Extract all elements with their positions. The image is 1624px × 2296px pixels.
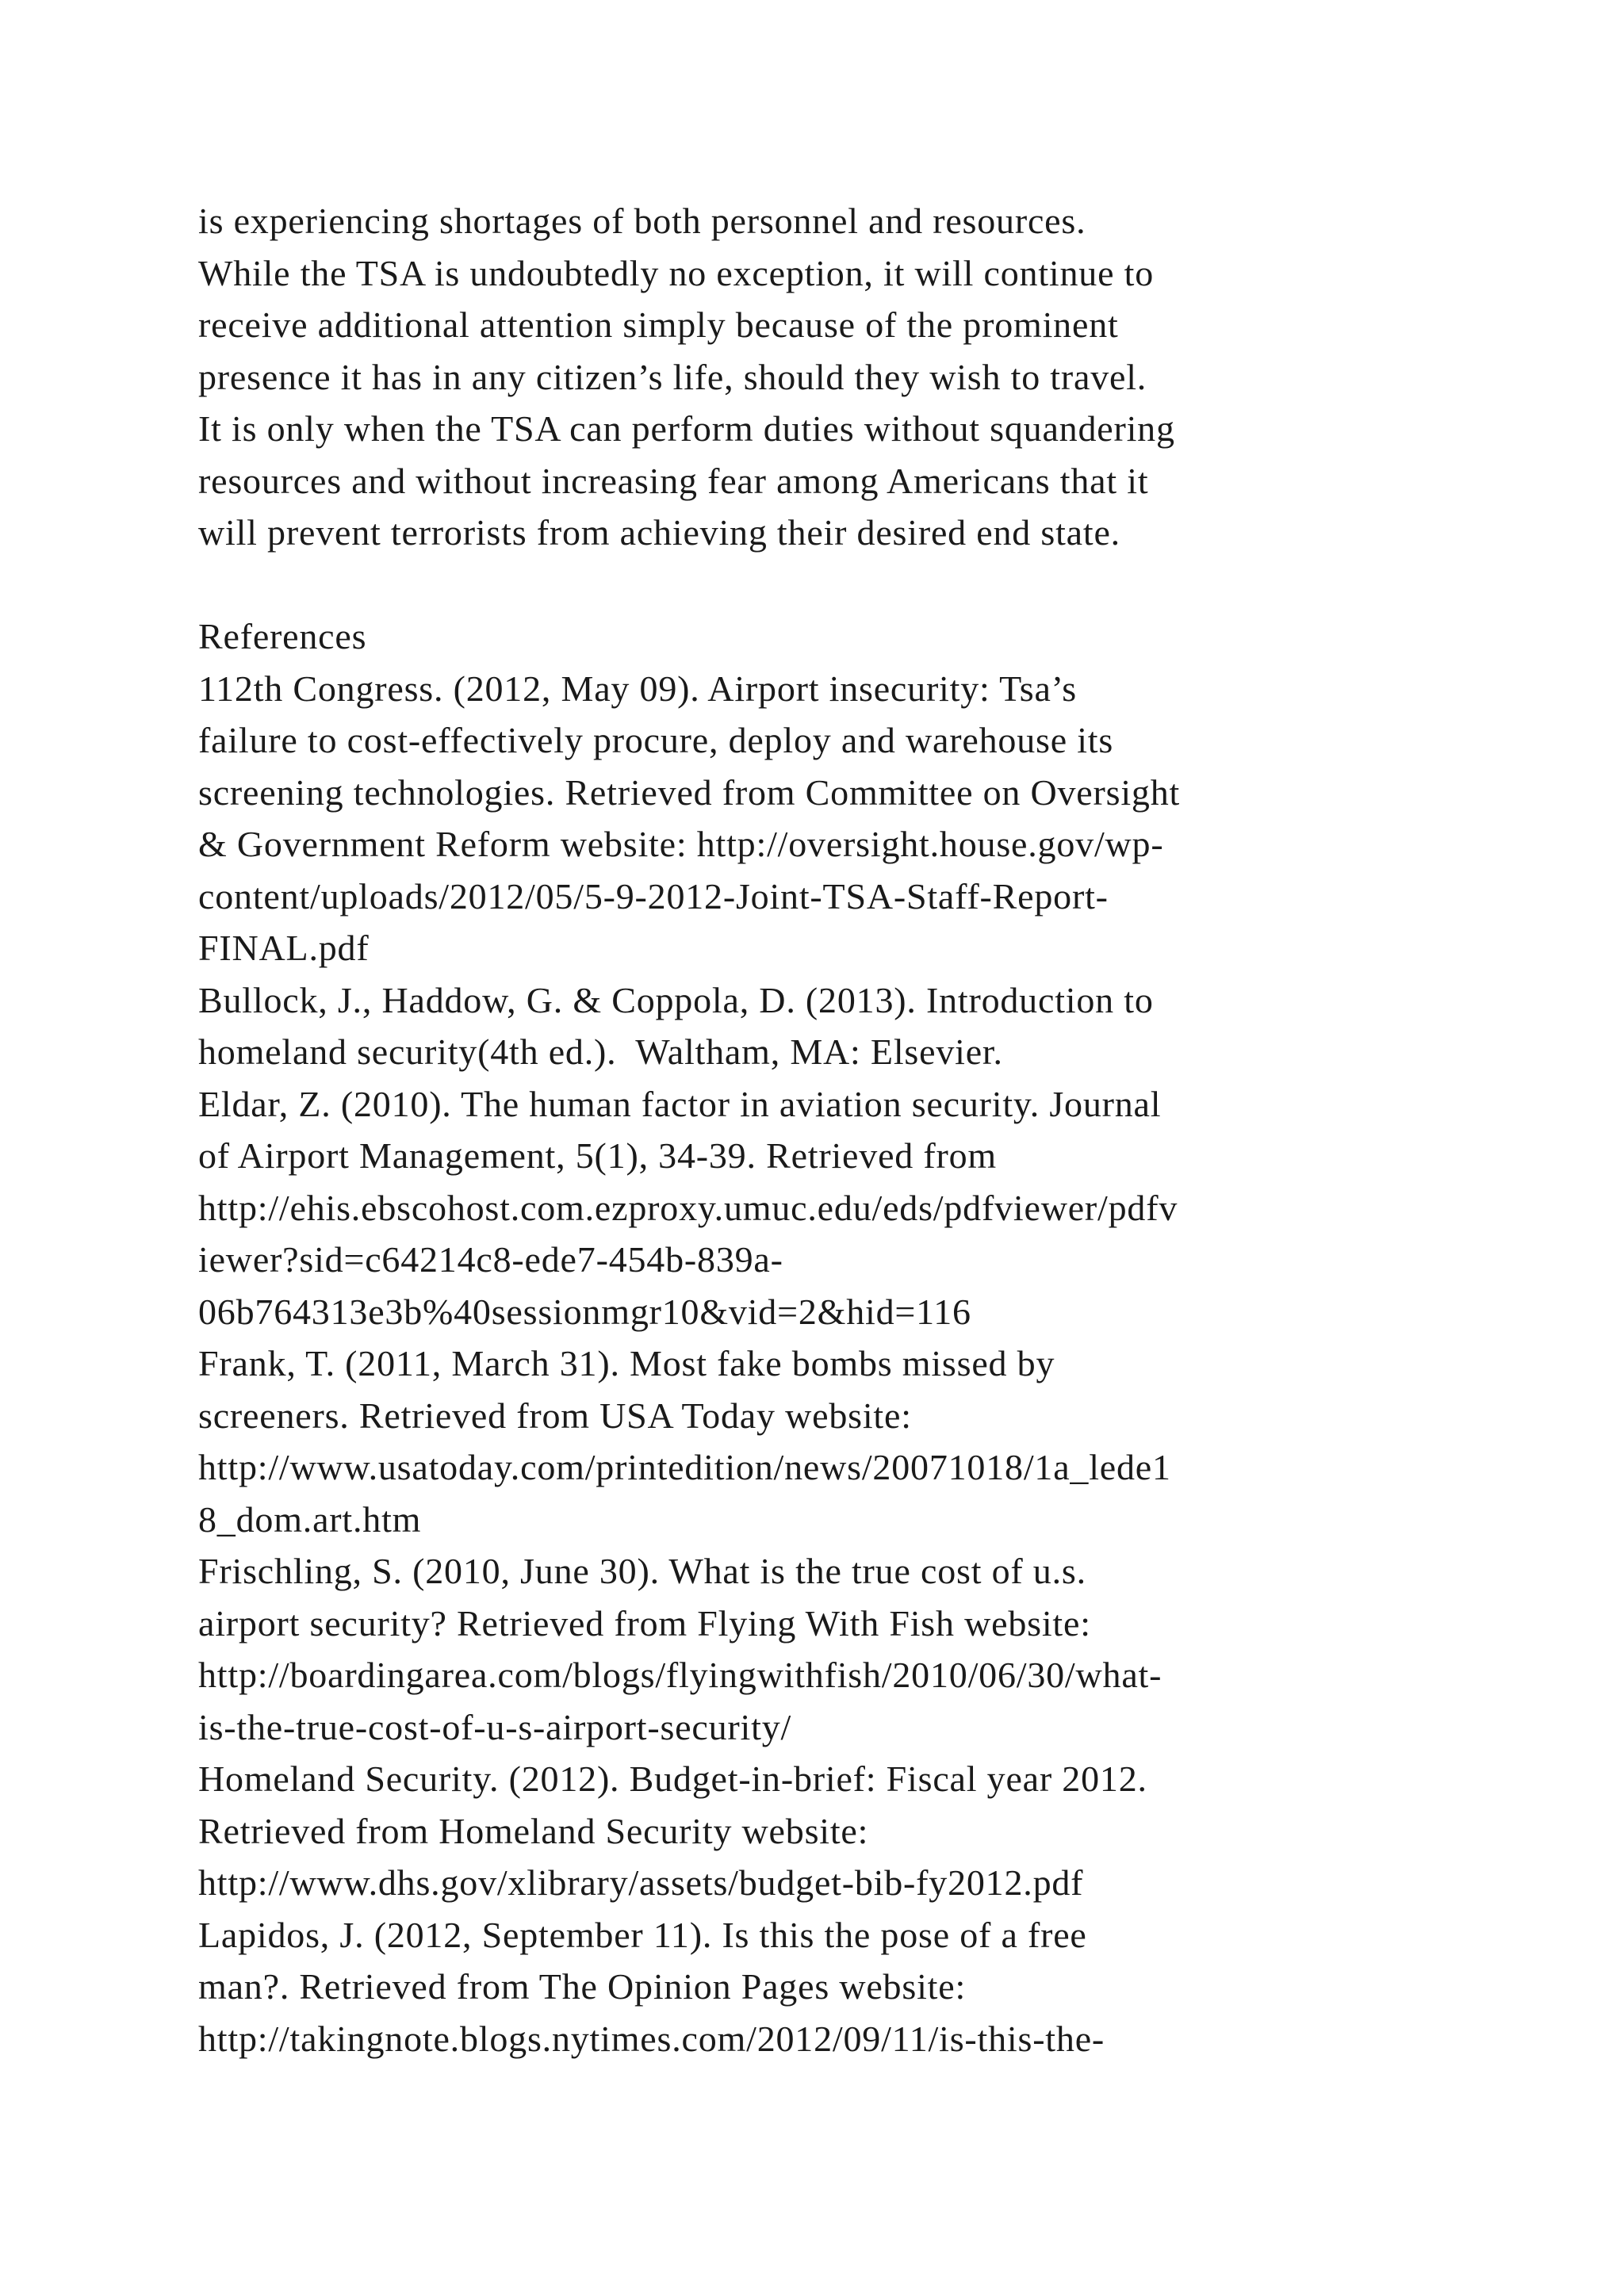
blank-line — [198, 559, 1467, 611]
reference-entry — [198, 1078, 1467, 1338]
reference-line: FINAL.pdf — [198, 928, 370, 968]
paragraph-line: will prevent terrorists from achieving their desired end state. — [198, 512, 1120, 553]
reference-line: & Government Reform website: http://oversight.house.gov/wp- — [198, 824, 1164, 864]
reference-line: Lapidos, J. (2012, September 11). Is this the pose of a free — [198, 1914, 1087, 1955]
reference-line: iewer?sid=c64214c8-ede7-454b-839a- — [198, 1239, 783, 1280]
reference-line: screening technologies. Retrieved from Committee on Oversight — [198, 771, 1181, 813]
reference-entry — [198, 1545, 1467, 1753]
reference-line: http://boardingarea.com/blogs/flyingwithfish/2010/06/30/what- — [198, 1655, 1162, 1695]
document-text — [198, 195, 1467, 2064]
reference-line: 06b764313e3b%40sessionmgr10&vid=2&hid=116 — [198, 1291, 971, 1332]
reference-entry — [198, 974, 1467, 1078]
reference-entry — [198, 1337, 1467, 1545]
paragraph-line: It is only when the TSA can perform duties without squandering — [198, 408, 1175, 449]
reference-line: Retrieved from Homeland Security website: — [198, 1810, 869, 1851]
reference-line: content/uploads/2012/05/5-9-2012-Joint-TSA-Staff-Report- — [198, 875, 1109, 916]
reference-line: Frischling, S. (2010, June 30). What is the true cost of u.s. — [198, 1551, 1086, 1591]
references-heading: References — [198, 616, 367, 656]
reference-line: airport security? Retrieved from Flying With Fish website: — [198, 1602, 1091, 1644]
reference-line: is-the-true-cost-of-u-s-airport-security/ — [198, 1706, 792, 1747]
reference-line: Frank, T. (2011, March 31). Most fake bombs missed by — [198, 1343, 1055, 1383]
paragraph-line: While the TSA is undoubtedly no exception, it will continue to — [198, 252, 1154, 293]
reference-line: Bullock, J., Haddow, G. & Coppola, D. (2013). Introduction to — [198, 979, 1154, 1020]
reference-entry — [198, 1753, 1467, 1909]
reference-line: 8_dom.art.htm — [198, 1498, 422, 1540]
paragraph-line: receive additional attention simply because of the prominent — [198, 304, 1119, 345]
reference-line: of Airport Management, 5(1), 34-39. Retrieved from — [198, 1135, 998, 1176]
reference-line: homeland security(4th ed.). Waltham, MA: Elsevier. — [198, 1031, 1003, 1072]
reference-line: man?. Retrieved from The Opinion Pages website: — [198, 1966, 967, 2007]
reference-line: 112th Congress. (2012, May 09). Airport insecurity: Tsa’s — [198, 668, 1077, 709]
references-list — [198, 663, 1467, 2065]
reference-line: http://www.dhs.gov/xlibrary/assets/budget-bib-fy2012.pdf — [198, 1862, 1084, 1903]
paragraph-line: presence it has in any citizen’s life, should they wish to travel. — [198, 356, 1147, 397]
reference-line: Eldar, Z. (2010). The human factor in aviation security. Journal — [198, 1083, 1162, 1124]
reference-line: Homeland Security. (2012). Budget-in-brief: Fiscal year 2012. — [198, 1758, 1147, 1799]
reference-line: http://takingnote.blogs.nytimes.com/2012/09/11/is-this-the- — [198, 2018, 1105, 2059]
reference-line: screeners. Retrieved from USA Today website: — [198, 1395, 912, 1436]
reference-line: http://ehis.ebscohost.com.ezproxy.umuc.edu/eds/pdfviewer/pdfv — [198, 1187, 1178, 1228]
reference-line: http://www.usatoday.com/printedition/news/20071018/1a_lede1 — [198, 1447, 1171, 1487]
reference-entry — [198, 1909, 1467, 2065]
reference-entry — [198, 663, 1467, 974]
reference-line: failure to cost-effectively procure, deploy and warehouse its — [198, 720, 1114, 760]
paragraph-line: resources and without increasing fear among Americans that it — [198, 460, 1149, 501]
closing-paragraph — [198, 195, 1467, 559]
paragraph-line: is experiencing shortages of both personnel and resources. — [198, 201, 1086, 241]
